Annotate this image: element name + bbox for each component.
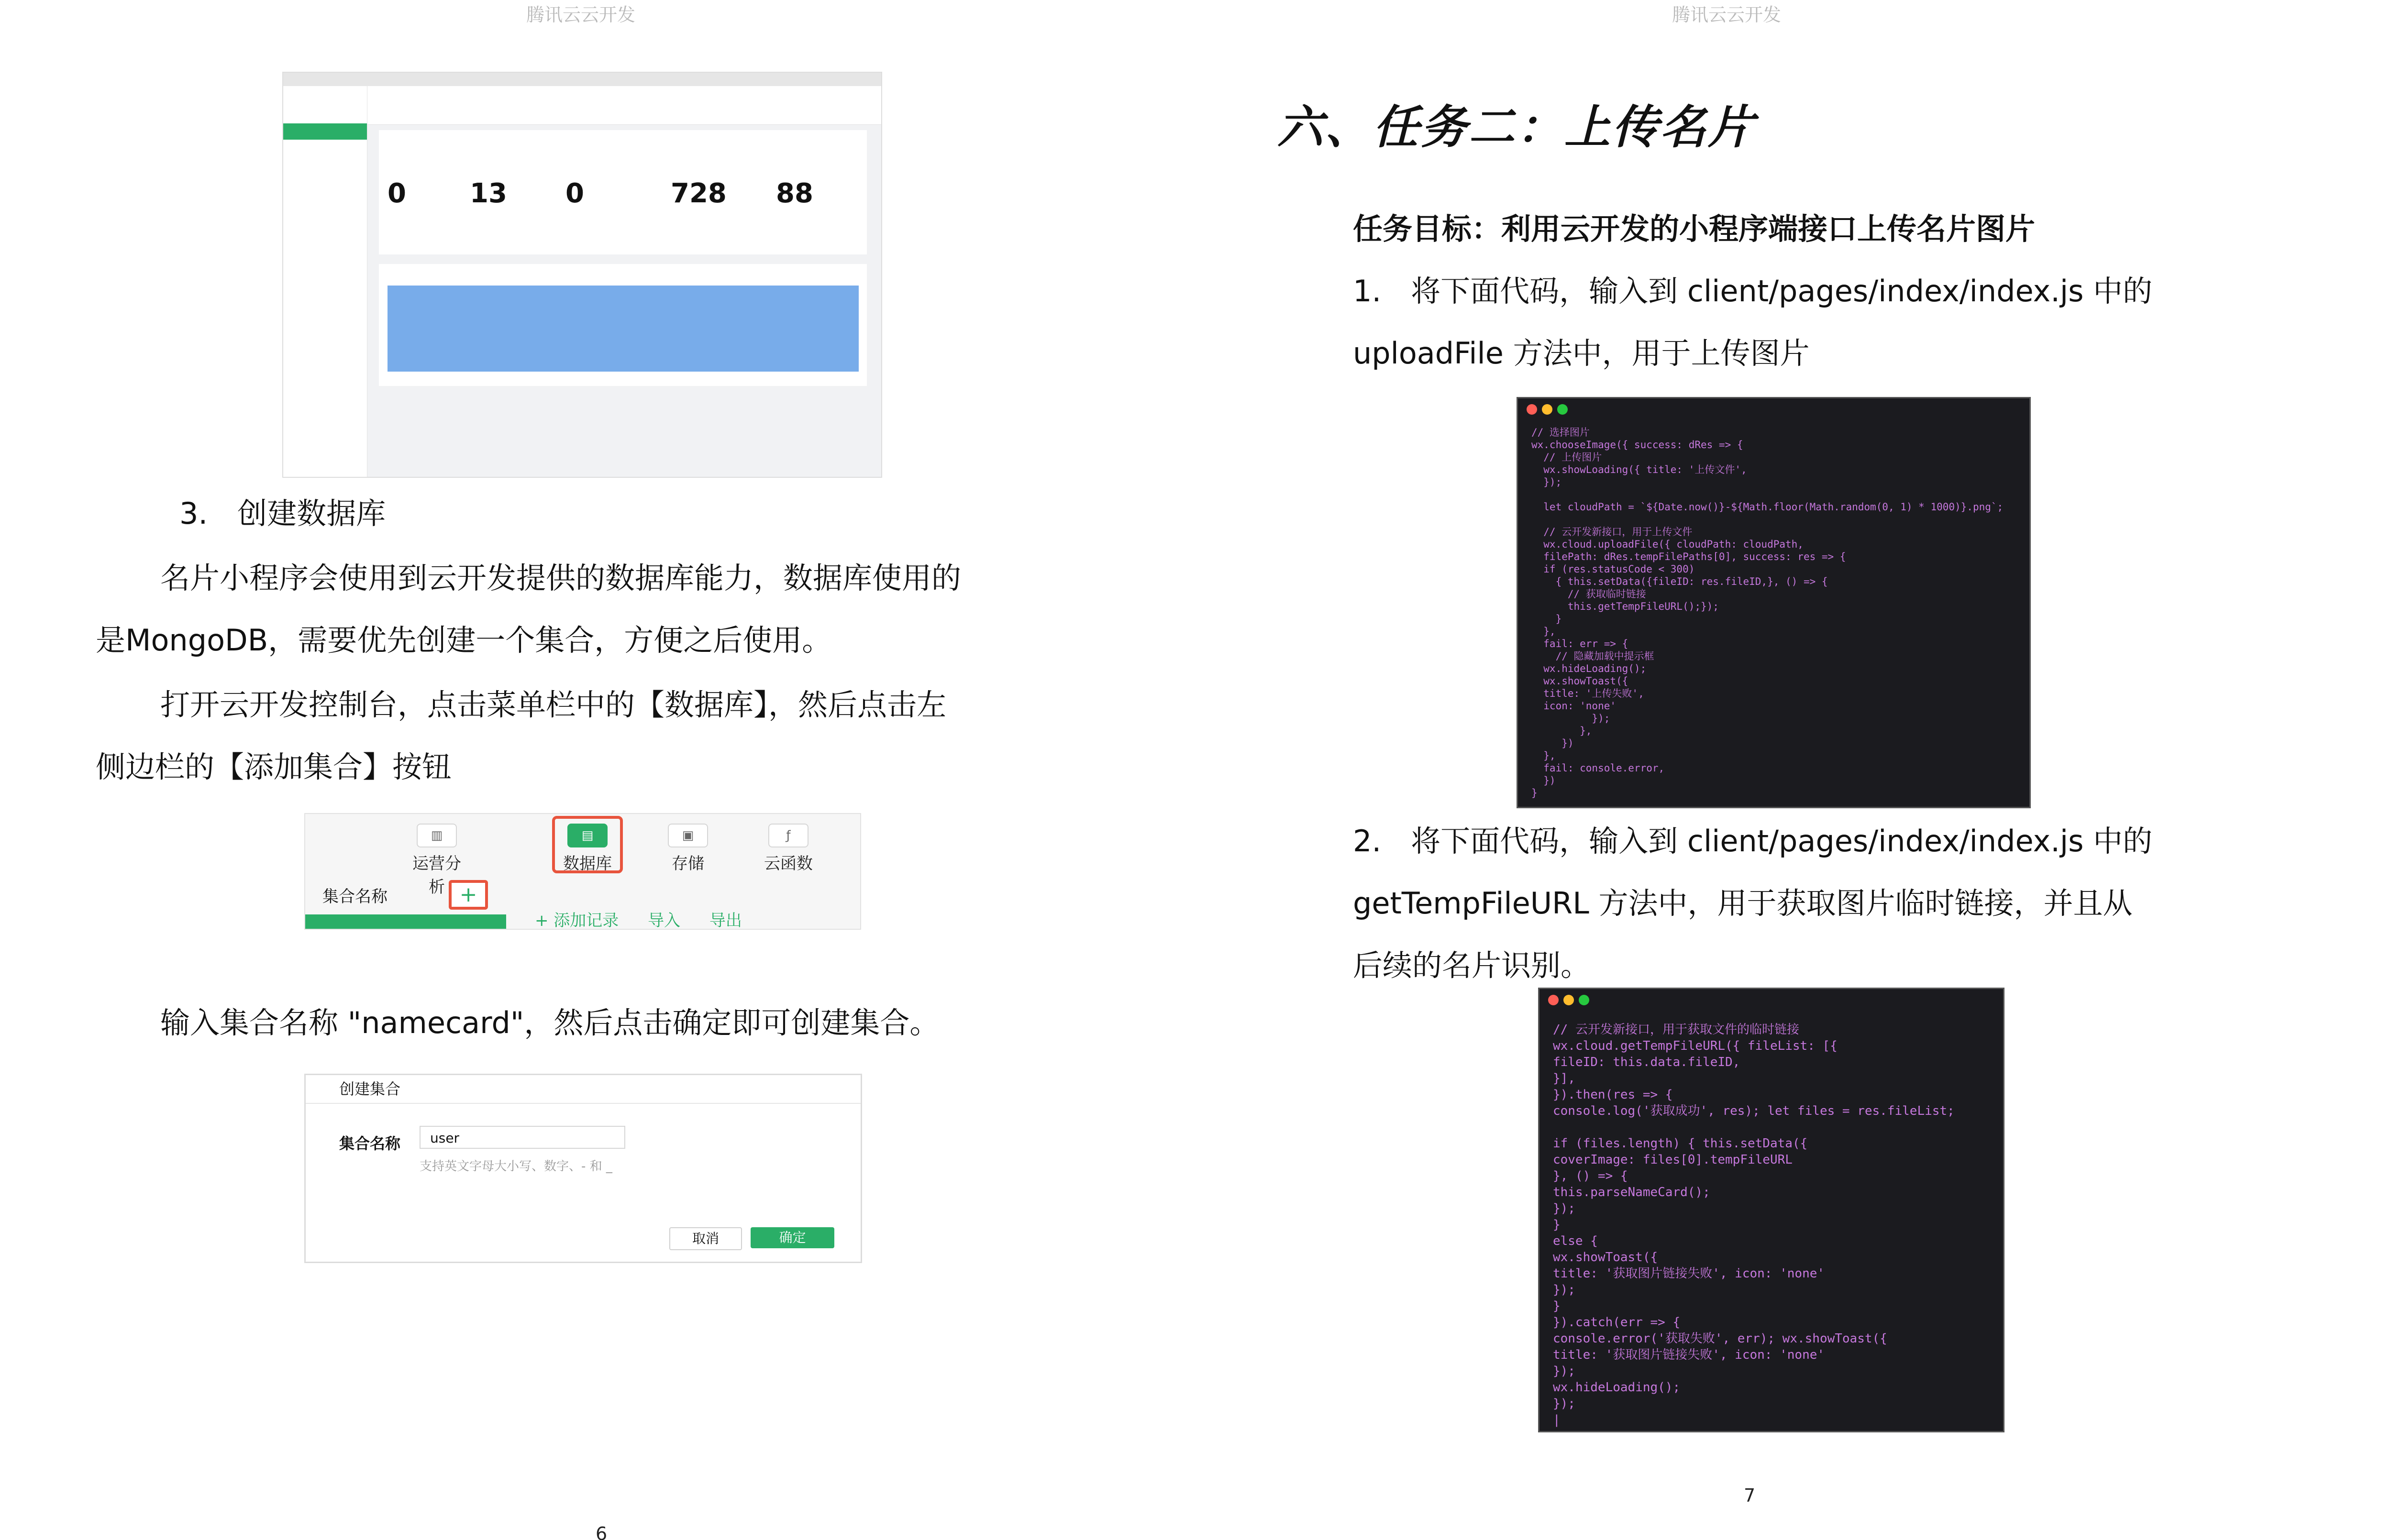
window-controls (1527, 404, 1573, 417)
step-line: 后续的名片识别。 (1353, 948, 1591, 983)
step-line: 1. 将下面代码，输入到 client/pages/index/index.js 中的 (1353, 274, 2153, 308)
toolbar-item-cloud-function[interactable] (760, 824, 817, 874)
toolbar-item-label: 存储 (672, 854, 704, 873)
stat-value: 88 (776, 178, 813, 209)
paragraph-line: 输入集合名称 "namecard"，然后点击确定即可创建集合。 (160, 1005, 940, 1040)
section-heading: 六、任务二：上传名片 (1277, 100, 1756, 154)
window-titlebar (283, 73, 881, 86)
import-link[interactable]: 导入 (648, 911, 681, 930)
code-text: // 云开发新接口，用于获取文件的临时链接 wx.cloud.getTempFileURL({ fileList: [{ fileID: this.data.fileID, }], }).then(res => { console.log('获取成功', res); let files = res.fileList; if (files.length) { this.setData({ coverImage: files[0].tempFileURL }, () => { this.parseNameCard(); }); } else { wx.showToast({ title: '获取图片链接失败', icon: 'none' }); } }).catch(err => { console.error('获取失败', err); wx.showToast({ title: '获取图片链接失败', icon: 'none' }); wx.hideLoading(); }); | (1553, 1023, 1955, 1427)
code-block-get-temp-file-url (1538, 988, 2004, 1432)
paragraph-line: 是MongoDB，需要优先创建一个集合，方便之后使用。 (96, 623, 832, 658)
database-icon: ▤ (567, 824, 608, 847)
document-page-8 (2282, 0, 2392, 1540)
step-create-database: 3. 创建数据库 (179, 496, 386, 531)
paragraph-line: 侧边栏的【添加集合】按钮 (96, 749, 452, 784)
storage-icon: ▣ (668, 824, 708, 847)
console-sidebar-active-item (283, 123, 367, 140)
add-collection-button[interactable]: + (449, 880, 488, 910)
toolbar-item-label: 运营分析 (412, 854, 461, 897)
window-controls (1548, 995, 1594, 1007)
page-header: 腾讯云云开发 (526, 4, 636, 25)
confirm-button[interactable]: 确定 (751, 1227, 834, 1248)
database-highlight-box (552, 816, 623, 873)
dialog-title: 创建集合 (306, 1075, 861, 1104)
collection-name-field-label: 集合名称 (339, 1134, 401, 1153)
console-overview-screenshot (282, 72, 882, 478)
console-chart-panel (379, 264, 867, 386)
export-link[interactable]: 导出 (709, 911, 742, 930)
collection-name-label: 集合名称 (322, 887, 388, 906)
database-toolbar-screenshot (304, 813, 861, 930)
page-number: 6 (596, 1523, 608, 1540)
stat-value: 0 (565, 178, 584, 209)
collection-name-input[interactable]: user (420, 1126, 625, 1149)
page-number: 7 (1744, 1485, 1756, 1506)
toolbar-item-storage[interactable] (659, 824, 717, 874)
document-page-6 (0, 0, 1148, 1540)
paragraph-line: 打开云开发控制台，点击菜单栏中的【数据库】，然后点击左 (160, 687, 947, 722)
stat-value: 728 (671, 178, 727, 209)
toolbar-item-label: 云函数 (764, 854, 813, 873)
task-goal: 任务目标：利用云开发的小程序端接口上传名片图片 (1353, 211, 2036, 246)
create-collection-dialog (304, 1074, 862, 1263)
stat-value: 0 (388, 178, 406, 209)
console-stats-panel (379, 130, 867, 254)
cancel-button[interactable]: 取消 (669, 1227, 742, 1250)
record-actions (535, 907, 742, 931)
console-sidebar (283, 86, 367, 477)
paragraph-line: 名片小程序会使用到云开发提供的数据库能力，数据库使用的 (160, 561, 962, 595)
selected-collection-row[interactable] (305, 914, 506, 929)
add-record-link[interactable]: + 添加记录 (535, 911, 619, 930)
code-text: // 选择图片 wx.chooseImage({ success: dRes => { // 上传图片 wx.showLoading({ title: '上传文件', }); let cloudPath = `${Date.now()}-${Math.floor(Math.random(0, 1) * 1000)}.png`; // 云开发新接口，用于上传文件 wx.cloud.uploadFile({ cloudPath: cloudPath, filePath: dRes.tempFilePaths[0], success: res => { if (res.statusCode < 300) { this.setData({fileID: res.fileID,}, () => { // 获取临时链接 this.getTempFileURL();}); } }, fail: err => { // 隐藏加载中提示框 wx.hideLoading(); wx.showToast({ title: '上传失败', icon: 'none' }); }, }) }, fail: console.error, }) } (1531, 427, 2004, 799)
page-header: 腾讯云云开发 (1672, 4, 1782, 25)
code-block-upload-file (1517, 397, 2031, 808)
collection-name-hint: 支持英文字母大小写、数字、- 和 _ (420, 1159, 612, 1174)
console-tabs (367, 86, 881, 125)
toolbar-item-label: 数据库 (563, 854, 612, 873)
step-line: 2. 将下面代码，输入到 client/pages/index/index.js 中的 (1353, 824, 2153, 858)
step-line: uploadFile 方法中，用于上传图片 (1353, 336, 1810, 371)
bar-chart-icon: ▥ (417, 824, 457, 847)
cloud-function-icon: ƒ (768, 824, 808, 847)
stat-value: 13 (470, 178, 507, 209)
console-chart-area (388, 286, 859, 372)
step-line: getTempFileURL 方法中，用于获取图片临时链接，并且从 (1353, 886, 2133, 921)
document-page-7 (1148, 0, 2282, 1540)
